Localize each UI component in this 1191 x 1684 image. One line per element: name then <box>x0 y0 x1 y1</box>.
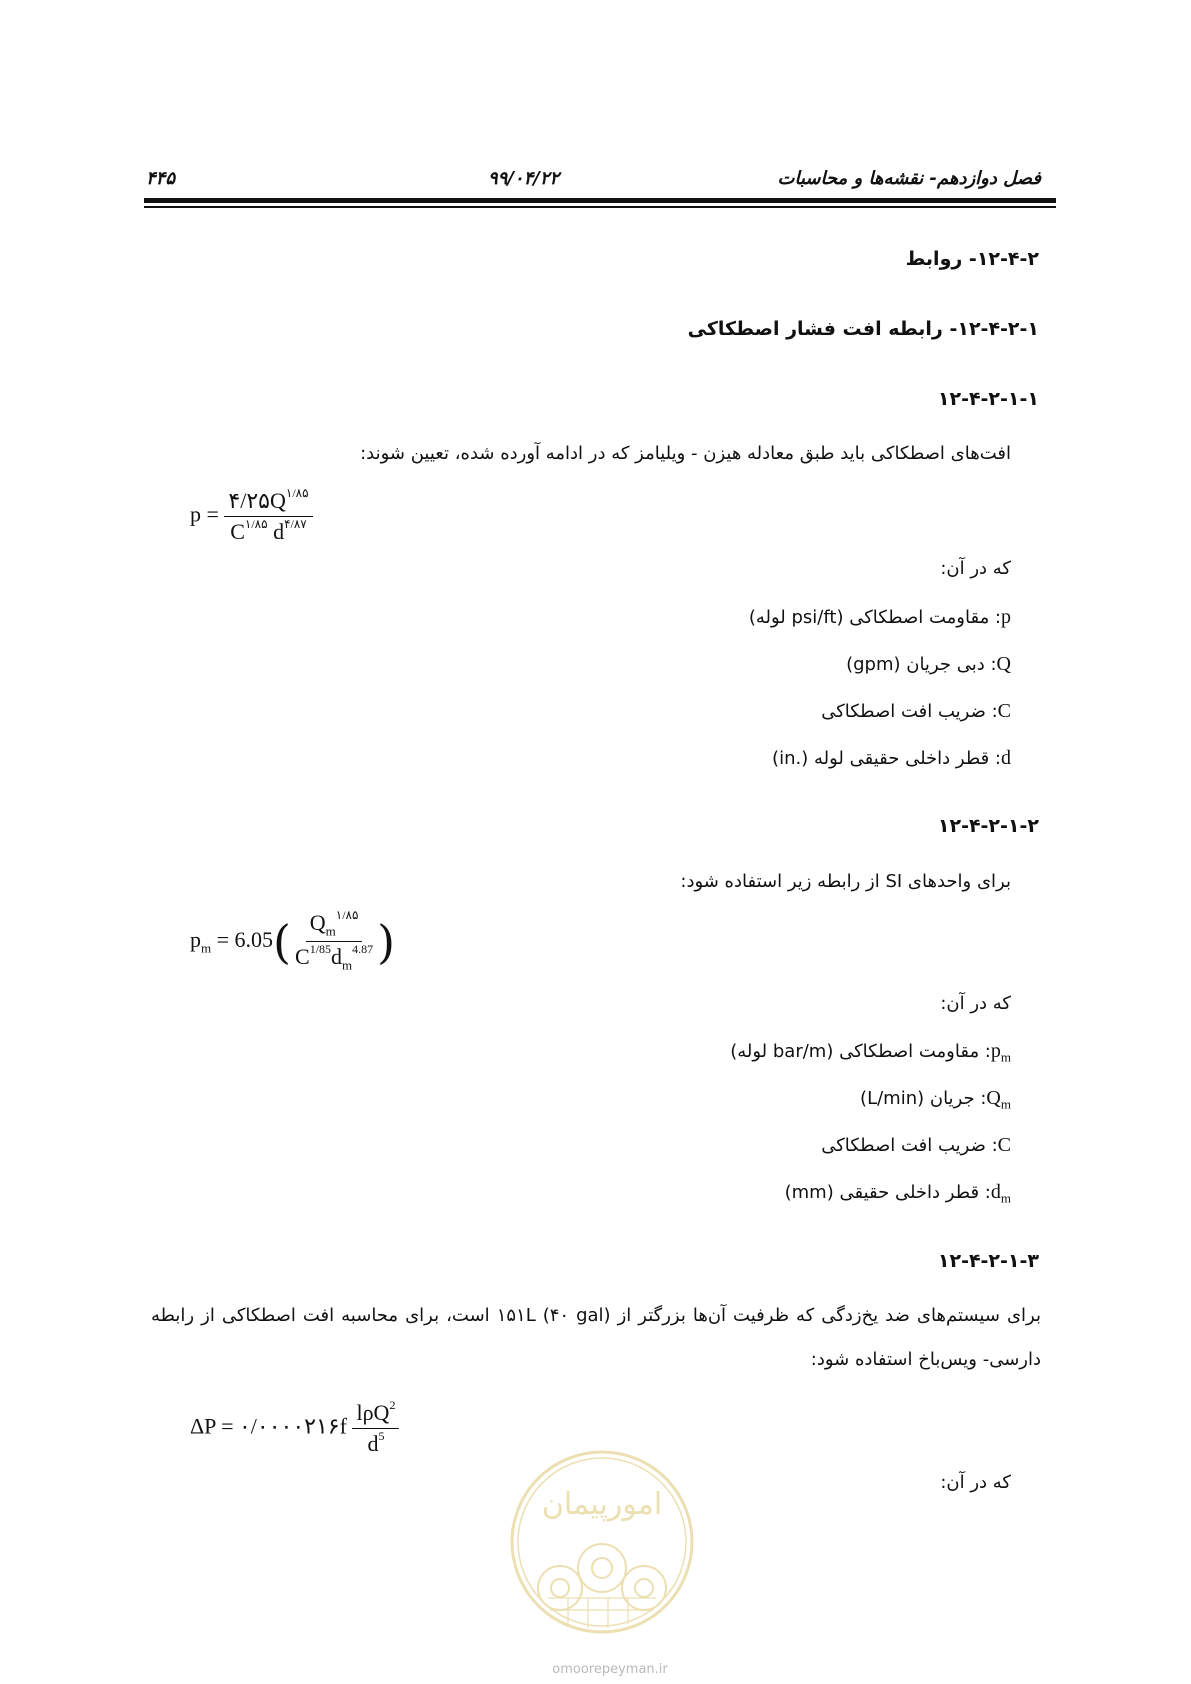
paragraph: افت‌های اصطکاکی باید طبق معادله هیزن - ویلیامز که در ادامه آورده شده، تعیین شوند: <box>360 443 1011 464</box>
definition-dm: $d_m$: قطر داخلی حقیقی (mm) <box>784 1181 1011 1206</box>
formula-fraction <box>352 1400 399 1457</box>
formula-fraction <box>224 488 312 545</box>
hazen-williams-formula <box>190 488 313 545</box>
formula-lhs: $p_m = 6.05$ <box>190 926 274 956</box>
header-rule-thick <box>144 198 1056 203</box>
definition-C: C: ضریب افت اصطکاکی <box>821 700 1011 722</box>
definition-pm: $p_m$: مقاومت اصطکاکی (bar/m لوله) <box>730 1040 1011 1065</box>
section-heading: ۱۲-۴-۲-۱-۳ <box>937 1250 1039 1272</box>
formula-numerator: $۴/۲۵Q^{۱/۸۵}$ <box>224 488 312 517</box>
formula-numerator: lρQ$^2$ <box>352 1400 399 1429</box>
watermark-url: omoorepeyman.ir <box>552 1662 668 1677</box>
header-rule-thin <box>144 206 1056 208</box>
formula-denominator: $C^{۱/۸۵}$ $d^{۴/۸۷}$ <box>230 517 307 544</box>
chapter-title: فصل دوازدهم- نقشه‌ها و محاسبات <box>777 168 1041 189</box>
watermark-logo <box>508 1448 696 1636</box>
formula-lhs: p = <box>190 501 219 527</box>
header-date: ۹۹/۰۴/۲۲ <box>488 168 560 189</box>
where-label: که در آن: <box>940 1472 1011 1493</box>
section-heading: ۱۲-۴-۲-۱-۲ <box>937 815 1039 837</box>
where-label: که در آن: <box>940 558 1011 579</box>
definition-d: d: قطر داخلی حقیقی لوله (.in) <box>772 747 1011 769</box>
definition-Q: Q: دبی جریان (gpm) <box>846 653 1011 675</box>
where-label: که در آن: <box>940 993 1011 1014</box>
formula-numerator: $Q_m^{۱/۸۵}$ <box>306 910 363 942</box>
formula-denominator: $C^{1/85}d_m^{4.87}$ <box>295 942 374 973</box>
section-heading: ۱۲-۴-۲-۱- رابطه افت فشار اصطکاکی <box>687 318 1039 340</box>
si-formula: $p_m = 6.05$( $\frac{Q_m^{۱/۸۵}}{C^{1/85}d_m^{4.87}}$ ) <box>190 908 396 973</box>
formula-fraction <box>291 910 377 974</box>
formula-lhs: ΔP = ۰/۰۰۰۰۲۱۶f <box>190 1413 347 1439</box>
section-heading: ۱۲-۴-۲-۱-۱ <box>937 388 1039 410</box>
definition-p: p: مقاومت اصطکاکی (psi/ft لوله) <box>748 606 1011 628</box>
formula-denominator: $d^5$ <box>367 1429 385 1456</box>
watermark-logo-text: امورپیمان <box>541 1487 663 1522</box>
definition-C2: C: ضریب افت اصطکاکی <box>821 1134 1011 1156</box>
page-number: ۴۴۵ <box>146 168 176 189</box>
definition-Qm: $Q_m$: جریان (L/min) <box>860 1087 1011 1112</box>
darcy-weisbach-formula <box>190 1400 399 1457</box>
section-heading: ۱۲-۴-۲- روابط <box>905 248 1039 270</box>
paragraph: برای سیستم‌های ضد یخ‌زدگی که ظرفیت آن‌ها بزرگتر از ۱۵۱L (۴۰ gal) است، برای محاسبه افت اصطکاکی از رابطه دارسی- ویس‌باخ استفاده شود: <box>151 1305 1041 1370</box>
paragraph: برای واحدهای SI از رابطه زیر استفاده شود: <box>680 871 1011 892</box>
